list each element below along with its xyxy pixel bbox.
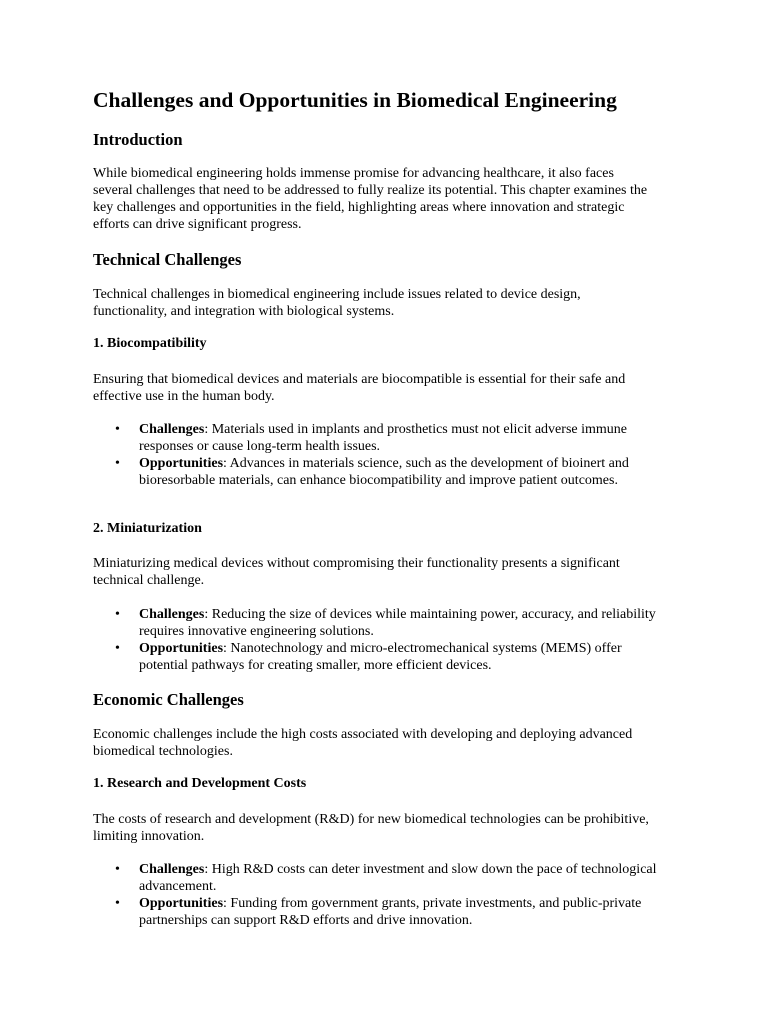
list-item-text: : Materials used in implants and prosthetics must not elicit adverse immune responses or cause long-term health issues. xyxy=(139,422,627,454)
list-item-text: : Advances in materials science, such as the development of bioinert and bioresorbable materials, can enhance biocompatibility and improve patient outcomes. xyxy=(139,456,629,488)
economic-challenges-heading: Economic Challenges xyxy=(93,690,244,709)
list-item-text: : Reducing the size of devices while maintaining power, accuracy, and reliability requires innovative engineering solutions. xyxy=(139,607,656,639)
miniaturization-list xyxy=(93,606,673,674)
list-item xyxy=(93,895,673,929)
introduction-paragraph: While biomedical engineering holds immense promise for advancing healthcare, it also faces several challenges that need to be addressed to fully realize its potential. This chapter examines the key challenges and opportunities in the field, highlighting areas where innovation and strategic efforts can drive significant progress. xyxy=(93,166,648,232)
rd-costs-paragraph: The costs of research and development (R&D) for new biomedical technologies can be prohibitive, limiting innovation. xyxy=(93,812,649,844)
miniaturization-heading: 2. Miniaturization xyxy=(93,521,202,536)
list-item xyxy=(93,421,673,455)
introduction-heading: Introduction xyxy=(93,130,183,149)
list-item-label: Challenges xyxy=(139,607,205,622)
list-item-label: Opportunities xyxy=(139,456,224,471)
miniaturization-paragraph: Miniaturizing medical devices without compromising their functionality presents a significant technical challenge. xyxy=(93,556,620,588)
technical-challenges-paragraph: Technical challenges in biomedical engineering include issues related to device design, functionality, and integration with biological systems. xyxy=(93,287,581,319)
list-item xyxy=(93,455,673,489)
list-item-text: : Funding from government grants, private investments, and public-private partnerships can support R&D efforts and drive innovation. xyxy=(139,896,642,928)
list-item xyxy=(93,606,673,640)
rd-costs-list xyxy=(93,861,673,929)
list-item-label: Challenges xyxy=(139,422,205,437)
list-item xyxy=(93,861,673,895)
biocompatibility-heading: 1. Biocompatibility xyxy=(93,336,207,351)
rd-costs-heading: 1. Research and Development Costs xyxy=(93,776,307,791)
list-item-text: : High R&D costs can deter investment and slow down the pace of technological advancement. xyxy=(139,862,657,894)
biocompatibility-paragraph: Ensuring that biomedical devices and materials are biocompatible is essential for their safe and effective use in the human body. xyxy=(93,372,626,404)
economic-challenges-paragraph: Economic challenges include the high costs associated with developing and deploying advanced biomedical technologies. xyxy=(93,727,633,759)
list-item-text: : Nanotechnology and micro-electromechanical systems (MEMS) offer potential pathways for creating smaller, more efficient devices. xyxy=(139,641,622,673)
list-item-label: Opportunities xyxy=(139,641,224,656)
technical-challenges-heading: Technical Challenges xyxy=(93,250,242,269)
list-item-label: Challenges xyxy=(139,862,205,877)
biocompatibility-list xyxy=(93,421,673,489)
page-title: Challenges and Opportunities in Biomedical Engineering xyxy=(93,88,617,112)
list-item-label: Opportunities xyxy=(139,896,224,911)
list-item xyxy=(93,640,673,674)
